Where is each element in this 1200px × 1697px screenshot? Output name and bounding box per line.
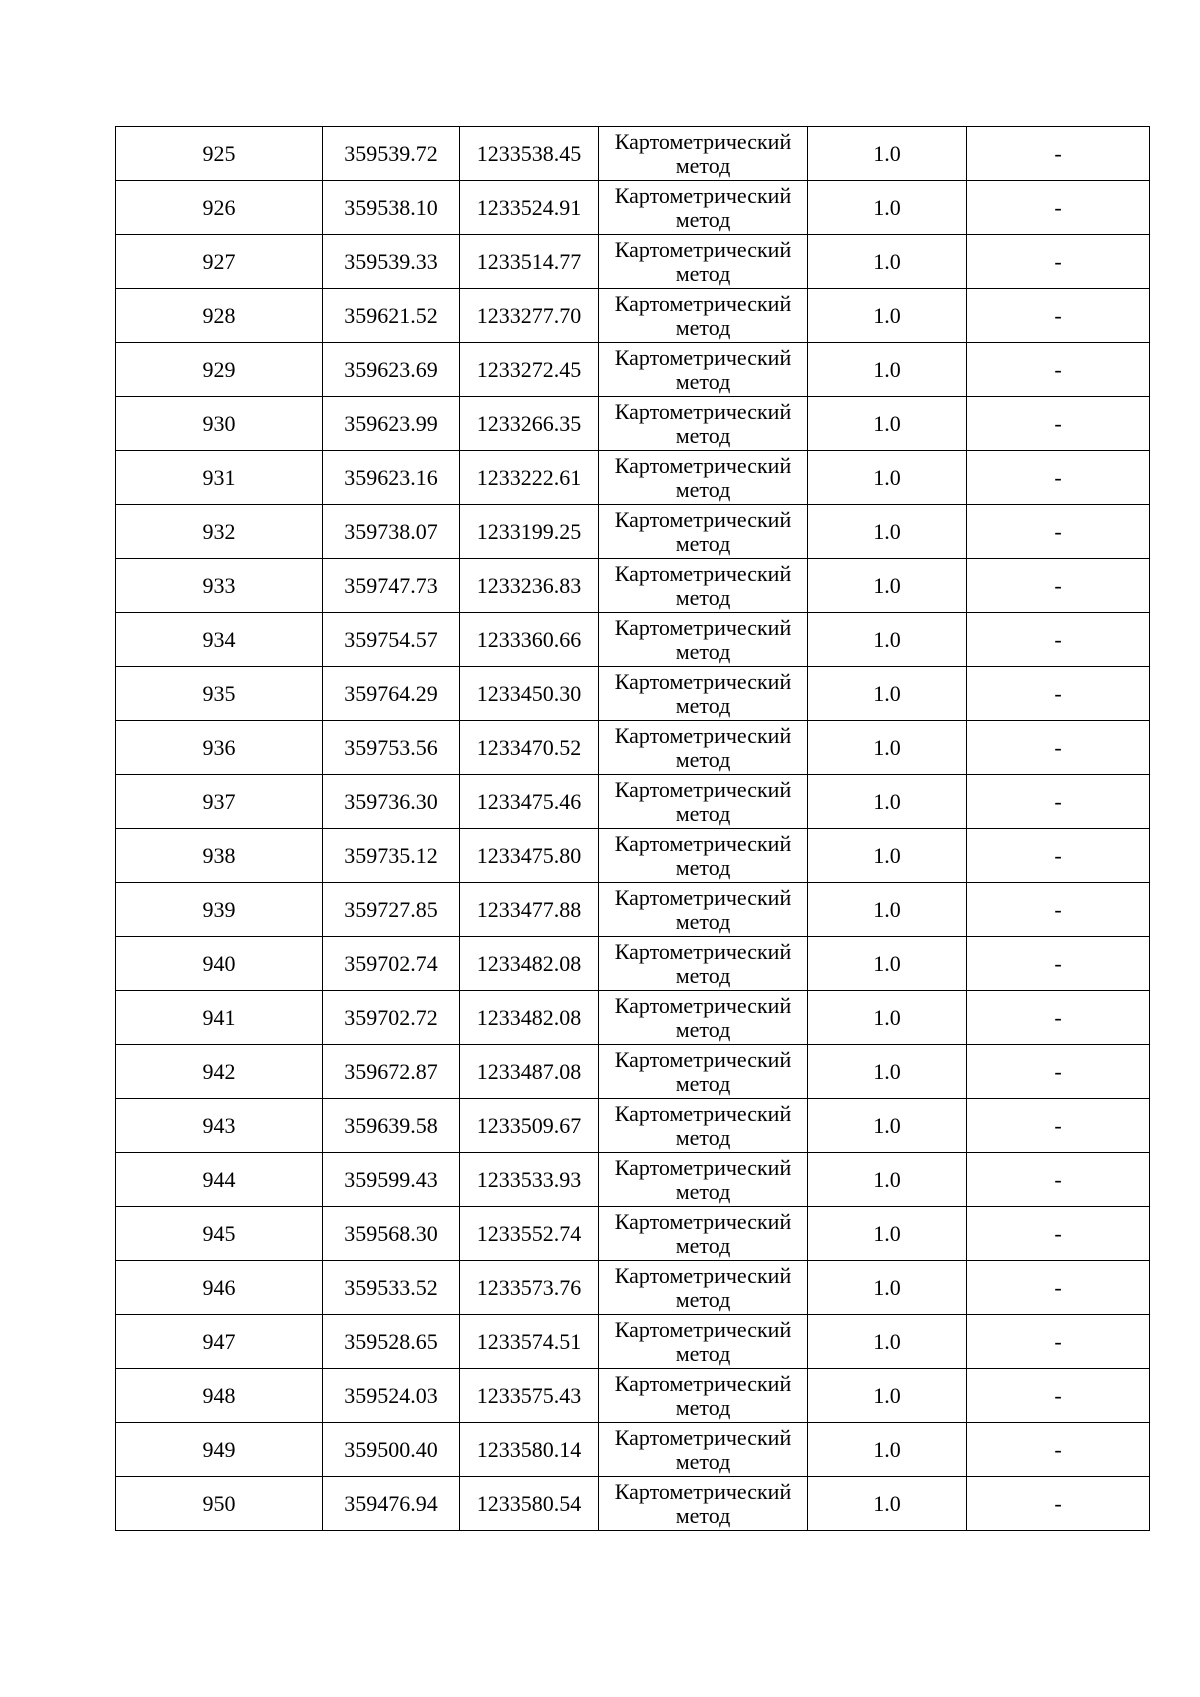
- y-coordinate-cell: 1233277.70: [460, 289, 599, 343]
- method-line-1: Картометрический: [614, 1208, 792, 1234]
- method-cell: [599, 721, 808, 775]
- method-line-2: метод: [675, 1340, 731, 1366]
- x-coordinate-cell: 359736.30: [323, 775, 460, 829]
- table-row: [116, 235, 1150, 289]
- x-coordinate-cell: 359599.43: [323, 1153, 460, 1207]
- method-cell: [599, 289, 808, 343]
- method-line-1: Картометрический: [614, 1478, 792, 1504]
- x-coordinate-cell: 359533.52: [323, 1261, 460, 1315]
- y-coordinate-cell: 1233477.88: [460, 883, 599, 937]
- point-number-cell: 936: [116, 721, 323, 775]
- table-row: [116, 775, 1150, 829]
- point-number-cell: 948: [116, 1369, 323, 1423]
- method-line-1: Картометрический: [614, 1100, 792, 1126]
- note-cell: -: [967, 1315, 1150, 1369]
- note-cell: -: [967, 829, 1150, 883]
- x-coordinate-cell: 359623.16: [323, 451, 460, 505]
- x-coordinate-cell: 359747.73: [323, 559, 460, 613]
- x-coordinate-cell: 359568.30: [323, 1207, 460, 1261]
- point-number-cell: 935: [116, 667, 323, 721]
- accuracy-cell: 1.0: [808, 289, 967, 343]
- point-number-cell: 944: [116, 1153, 323, 1207]
- note-cell: -: [967, 1477, 1150, 1531]
- accuracy-cell: 1.0: [808, 1423, 967, 1477]
- y-coordinate-cell: 1233573.76: [460, 1261, 599, 1315]
- y-coordinate-cell: 1233580.14: [460, 1423, 599, 1477]
- accuracy-cell: 1.0: [808, 505, 967, 559]
- x-coordinate-cell: 359735.12: [323, 829, 460, 883]
- table-row: [116, 397, 1150, 451]
- y-coordinate-cell: 1233470.52: [460, 721, 599, 775]
- y-coordinate-cell: 1233236.83: [460, 559, 599, 613]
- method-cell: [599, 613, 808, 667]
- y-coordinate-cell: 1233482.08: [460, 991, 599, 1045]
- method-line-2: метод: [675, 1286, 731, 1312]
- method-line-2: метод: [675, 962, 731, 988]
- note-cell: -: [967, 721, 1150, 775]
- point-number-cell: 945: [116, 1207, 323, 1261]
- accuracy-cell: 1.0: [808, 1369, 967, 1423]
- method-cell: [599, 991, 808, 1045]
- method-line-1: Картометрический: [614, 776, 792, 802]
- accuracy-cell: 1.0: [808, 343, 967, 397]
- method-cell: [599, 451, 808, 505]
- x-coordinate-cell: 359702.74: [323, 937, 460, 991]
- method-cell: [599, 667, 808, 721]
- x-coordinate-cell: 359639.58: [323, 1099, 460, 1153]
- table-row: [116, 559, 1150, 613]
- method-line-1: Картометрический: [614, 182, 792, 208]
- y-coordinate-cell: 1233580.54: [460, 1477, 599, 1531]
- method-line-2: метод: [675, 368, 731, 394]
- y-coordinate-cell: 1233199.25: [460, 505, 599, 559]
- method-line-1: Картометрический: [614, 722, 792, 748]
- point-number-cell: 942: [116, 1045, 323, 1099]
- x-coordinate-cell: 359623.69: [323, 343, 460, 397]
- method-line-2: метод: [675, 1016, 731, 1042]
- method-line-1: Картометрический: [614, 830, 792, 856]
- method-cell: [599, 1207, 808, 1261]
- note-cell: -: [967, 1045, 1150, 1099]
- accuracy-cell: 1.0: [808, 1477, 967, 1531]
- method-cell: [599, 505, 808, 559]
- method-line-1: Картометрический: [614, 398, 792, 424]
- table-row: [116, 451, 1150, 505]
- point-number-cell: 933: [116, 559, 323, 613]
- method-line-2: метод: [675, 1448, 731, 1474]
- accuracy-cell: 1.0: [808, 1153, 967, 1207]
- method-cell: [599, 343, 808, 397]
- point-number-cell: 932: [116, 505, 323, 559]
- accuracy-cell: 1.0: [808, 829, 967, 883]
- method-line-2: метод: [675, 206, 731, 232]
- method-line-2: метод: [675, 854, 731, 880]
- method-cell: [599, 559, 808, 613]
- method-cell: [599, 1477, 808, 1531]
- method-line-1: Картометрический: [614, 128, 792, 154]
- table-row: [116, 1423, 1150, 1477]
- method-line-2: метод: [675, 260, 731, 286]
- point-number-cell: 939: [116, 883, 323, 937]
- x-coordinate-cell: 359476.94: [323, 1477, 460, 1531]
- accuracy-cell: 1.0: [808, 721, 967, 775]
- accuracy-cell: 1.0: [808, 451, 967, 505]
- table-row: [116, 505, 1150, 559]
- x-coordinate-cell: 359702.72: [323, 991, 460, 1045]
- method-line-1: Картометрический: [614, 1154, 792, 1180]
- y-coordinate-cell: 1233450.30: [460, 667, 599, 721]
- accuracy-cell: 1.0: [808, 775, 967, 829]
- point-number-cell: 940: [116, 937, 323, 991]
- point-number-cell: 943: [116, 1099, 323, 1153]
- method-line-1: Картометрический: [614, 614, 792, 640]
- method-line-2: метод: [675, 476, 731, 502]
- method-line-2: метод: [675, 530, 731, 556]
- table-row: [116, 829, 1150, 883]
- note-cell: -: [967, 289, 1150, 343]
- x-coordinate-cell: 359727.85: [323, 883, 460, 937]
- method-line-1: Картометрический: [614, 1370, 792, 1396]
- y-coordinate-cell: 1233538.45: [460, 127, 599, 181]
- method-line-1: Картометрический: [614, 1046, 792, 1072]
- table-row: [116, 1207, 1150, 1261]
- note-cell: -: [967, 181, 1150, 235]
- note-cell: -: [967, 667, 1150, 721]
- method-line-2: метод: [675, 1394, 731, 1420]
- method-line-2: метод: [675, 692, 731, 718]
- method-line-1: Картометрический: [614, 506, 792, 532]
- coordinates-table-body: [116, 127, 1150, 1531]
- method-line-2: метод: [675, 584, 731, 610]
- table-row: [116, 721, 1150, 775]
- accuracy-cell: 1.0: [808, 883, 967, 937]
- point-number-cell: 950: [116, 1477, 323, 1531]
- point-number-cell: 931: [116, 451, 323, 505]
- method-cell: [599, 235, 808, 289]
- point-number-cell: 930: [116, 397, 323, 451]
- table-row: [116, 937, 1150, 991]
- method-line-2: метод: [675, 1070, 731, 1096]
- method-cell: [599, 1261, 808, 1315]
- table-row: [116, 1153, 1150, 1207]
- note-cell: -: [967, 1423, 1150, 1477]
- point-number-cell: 947: [116, 1315, 323, 1369]
- method-line-1: Картометрический: [614, 1316, 792, 1342]
- y-coordinate-cell: 1233487.08: [460, 1045, 599, 1099]
- method-cell: [599, 1099, 808, 1153]
- point-number-cell: 929: [116, 343, 323, 397]
- point-number-cell: 927: [116, 235, 323, 289]
- x-coordinate-cell: 359753.56: [323, 721, 460, 775]
- accuracy-cell: 1.0: [808, 127, 967, 181]
- note-cell: -: [967, 991, 1150, 1045]
- x-coordinate-cell: 359524.03: [323, 1369, 460, 1423]
- table-row: [116, 883, 1150, 937]
- method-cell: [599, 1423, 808, 1477]
- x-coordinate-cell: 359539.72: [323, 127, 460, 181]
- accuracy-cell: 1.0: [808, 181, 967, 235]
- note-cell: -: [967, 1153, 1150, 1207]
- method-line-2: метод: [675, 314, 731, 340]
- table-row: [116, 289, 1150, 343]
- point-number-cell: 926: [116, 181, 323, 235]
- table-row: [116, 991, 1150, 1045]
- method-cell: [599, 883, 808, 937]
- x-coordinate-cell: 359528.65: [323, 1315, 460, 1369]
- point-number-cell: 938: [116, 829, 323, 883]
- y-coordinate-cell: 1233266.35: [460, 397, 599, 451]
- y-coordinate-cell: 1233475.80: [460, 829, 599, 883]
- method-line-2: метод: [675, 908, 731, 934]
- method-line-1: Картометрический: [614, 560, 792, 586]
- accuracy-cell: 1.0: [808, 1261, 967, 1315]
- y-coordinate-cell: 1233482.08: [460, 937, 599, 991]
- y-coordinate-cell: 1233514.77: [460, 235, 599, 289]
- y-coordinate-cell: 1233575.43: [460, 1369, 599, 1423]
- point-number-cell: 946: [116, 1261, 323, 1315]
- note-cell: -: [967, 235, 1150, 289]
- table-row: [116, 1099, 1150, 1153]
- table-row: [116, 1369, 1150, 1423]
- note-cell: -: [967, 343, 1150, 397]
- y-coordinate-cell: 1233222.61: [460, 451, 599, 505]
- accuracy-cell: 1.0: [808, 667, 967, 721]
- point-number-cell: 949: [116, 1423, 323, 1477]
- note-cell: -: [967, 1261, 1150, 1315]
- method-cell: [599, 181, 808, 235]
- accuracy-cell: 1.0: [808, 1045, 967, 1099]
- note-cell: -: [967, 1369, 1150, 1423]
- method-line-1: Картометрический: [614, 884, 792, 910]
- x-coordinate-cell: 359672.87: [323, 1045, 460, 1099]
- method-cell: [599, 937, 808, 991]
- method-line-2: метод: [675, 152, 731, 178]
- x-coordinate-cell: 359500.40: [323, 1423, 460, 1477]
- table-row: [116, 343, 1150, 397]
- point-number-cell: 925: [116, 127, 323, 181]
- note-cell: -: [967, 127, 1150, 181]
- method-line-1: Картометрический: [614, 290, 792, 316]
- method-line-1: Картометрический: [614, 236, 792, 262]
- accuracy-cell: 1.0: [808, 937, 967, 991]
- method-line-1: Картометрический: [614, 452, 792, 478]
- accuracy-cell: 1.0: [808, 613, 967, 667]
- method-line-1: Картометрический: [614, 938, 792, 964]
- table-row: [116, 181, 1150, 235]
- note-cell: -: [967, 883, 1150, 937]
- method-cell: [599, 1045, 808, 1099]
- note-cell: -: [967, 397, 1150, 451]
- x-coordinate-cell: 359539.33: [323, 235, 460, 289]
- x-coordinate-cell: 359621.52: [323, 289, 460, 343]
- method-cell: [599, 127, 808, 181]
- method-line-1: Картометрический: [614, 1262, 792, 1288]
- method-line-2: метод: [675, 422, 731, 448]
- method-line-1: Картометрический: [614, 344, 792, 370]
- point-number-cell: 941: [116, 991, 323, 1045]
- method-cell: [599, 397, 808, 451]
- table-row: [116, 127, 1150, 181]
- x-coordinate-cell: 359738.07: [323, 505, 460, 559]
- y-coordinate-cell: 1233272.45: [460, 343, 599, 397]
- method-line-1: Картометрический: [614, 992, 792, 1018]
- y-coordinate-cell: 1233509.67: [460, 1099, 599, 1153]
- note-cell: -: [967, 613, 1150, 667]
- note-cell: -: [967, 505, 1150, 559]
- accuracy-cell: 1.0: [808, 397, 967, 451]
- table-row: [116, 1261, 1150, 1315]
- table-row: [116, 667, 1150, 721]
- note-cell: -: [967, 937, 1150, 991]
- method-cell: [599, 1315, 808, 1369]
- point-number-cell: 937: [116, 775, 323, 829]
- table-row: [116, 613, 1150, 667]
- point-number-cell: 934: [116, 613, 323, 667]
- y-coordinate-cell: 1233533.93: [460, 1153, 599, 1207]
- note-cell: -: [967, 775, 1150, 829]
- coordinates-table: [115, 126, 1150, 1531]
- y-coordinate-cell: 1233552.74: [460, 1207, 599, 1261]
- method-cell: [599, 829, 808, 883]
- y-coordinate-cell: 1233475.46: [460, 775, 599, 829]
- x-coordinate-cell: 359764.29: [323, 667, 460, 721]
- note-cell: -: [967, 559, 1150, 613]
- accuracy-cell: 1.0: [808, 1099, 967, 1153]
- x-coordinate-cell: 359754.57: [323, 613, 460, 667]
- accuracy-cell: 1.0: [808, 235, 967, 289]
- y-coordinate-cell: 1233574.51: [460, 1315, 599, 1369]
- accuracy-cell: 1.0: [808, 1315, 967, 1369]
- accuracy-cell: 1.0: [808, 991, 967, 1045]
- method-line-2: метод: [675, 1232, 731, 1258]
- method-cell: [599, 1153, 808, 1207]
- table-row: [116, 1045, 1150, 1099]
- point-number-cell: 928: [116, 289, 323, 343]
- method-line-2: метод: [675, 1502, 731, 1528]
- note-cell: -: [967, 1099, 1150, 1153]
- note-cell: -: [967, 1207, 1150, 1261]
- method-line-2: метод: [675, 1124, 731, 1150]
- table-row: [116, 1477, 1150, 1531]
- method-line-2: метод: [675, 800, 731, 826]
- method-line-2: метод: [675, 746, 731, 772]
- method-cell: [599, 1369, 808, 1423]
- y-coordinate-cell: 1233524.91: [460, 181, 599, 235]
- table-row: [116, 1315, 1150, 1369]
- method-line-2: метод: [675, 638, 731, 664]
- method-line-2: метод: [675, 1178, 731, 1204]
- method-cell: [599, 775, 808, 829]
- method-line-1: Картометрический: [614, 1424, 792, 1450]
- x-coordinate-cell: 359538.10: [323, 181, 460, 235]
- note-cell: -: [967, 451, 1150, 505]
- method-line-1: Картометрический: [614, 668, 792, 694]
- accuracy-cell: 1.0: [808, 1207, 967, 1261]
- accuracy-cell: 1.0: [808, 559, 967, 613]
- y-coordinate-cell: 1233360.66: [460, 613, 599, 667]
- x-coordinate-cell: 359623.99: [323, 397, 460, 451]
